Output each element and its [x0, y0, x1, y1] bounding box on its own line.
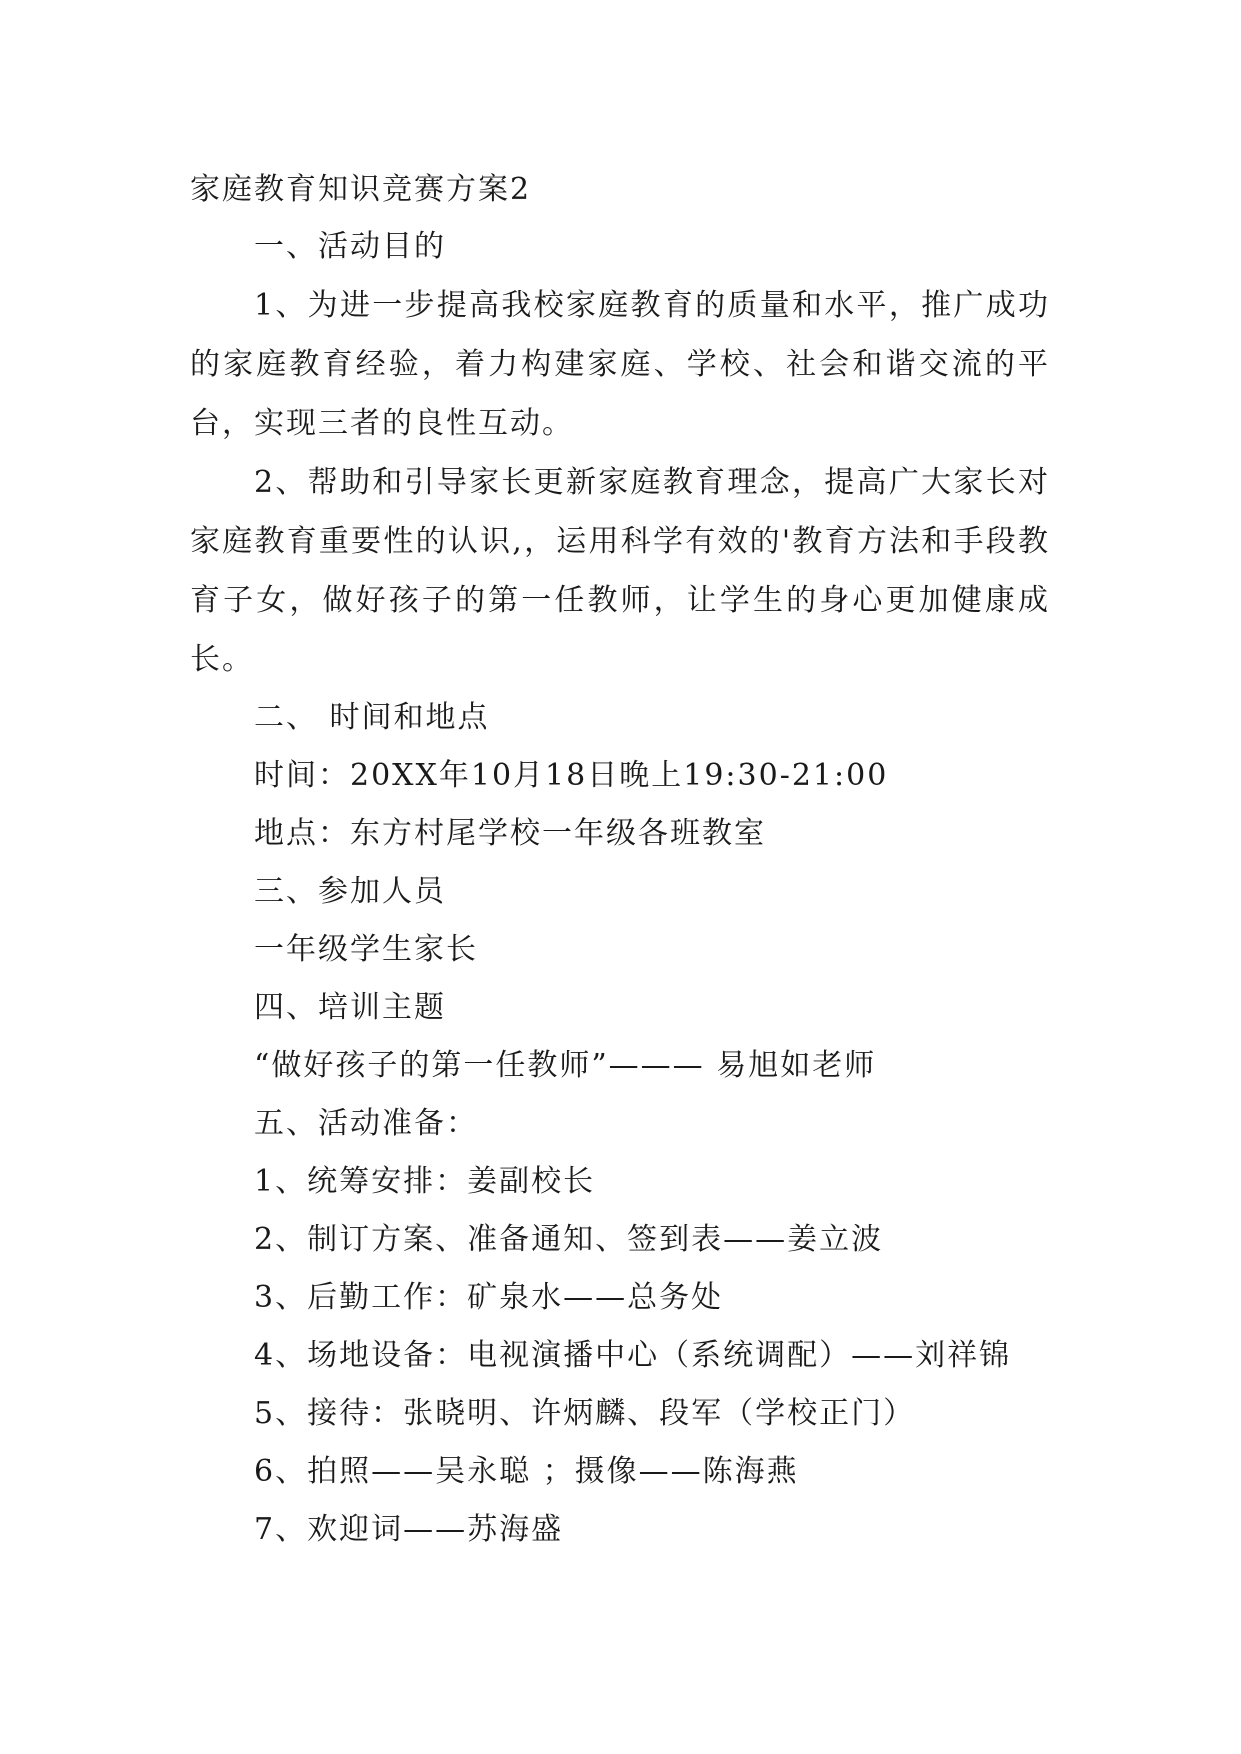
prep-item: 2、制订方案、准备通知、签到表——姜立波 — [254, 1222, 884, 1257]
place-line: 地点：东方村尾学校一年级各班教室 — [254, 816, 766, 851]
prep-item: 6、拍照——吴永聪 ；摄像——陈海燕 — [254, 1454, 799, 1489]
prep-item: 3、后勤工作：矿泉水——总务处 — [254, 1280, 724, 1315]
section-heading-time-place: 二、 时间和地点 — [254, 700, 490, 735]
prep-item: 1、统筹安排：姜副校长 — [254, 1164, 596, 1199]
prep-item: 7、欢迎词——苏海盛 — [254, 1512, 564, 1547]
theme-line: “做好孩子的第一任教师”——— 易旭如老师 — [254, 1048, 877, 1083]
participants-line: 一年级学生家长 — [254, 932, 478, 967]
section-heading-purpose: 一、活动目的 — [254, 229, 446, 264]
time-line: 时间：20XX年10月18日晚上19:30-21:00 — [254, 758, 889, 793]
prep-item: 4、场地设备：电视演播中心（系统调配）——刘祥锦 — [254, 1338, 1012, 1373]
prep-item: 5、接待：张晓明、许炳麟、段军（学校正门） — [254, 1396, 916, 1431]
document-body — [190, 162, 1050, 1559]
section-heading-preparation: 五、活动准备： — [254, 1106, 478, 1141]
purpose-paragraph-1: 1、为进一步提高我校家庭教育的质量和水平，推广成功的家庭教育经验，着力构建家庭、学校、社会和谐交流的平台，实现三者的良性互动。 — [190, 288, 1050, 441]
section-heading-theme: 四、培训主题 — [254, 990, 446, 1025]
document-title: 家庭教育知识竞赛方案2 — [190, 172, 532, 207]
section-heading-participants: 三、参加人员 — [254, 874, 446, 909]
purpose-paragraph-2: 2、帮助和引导家长更新家庭教育理念，提高广大家长对家庭教育重要性的认识,，运用科学有效的'教育方法和手段教育子女，做好孩子的第一任教师，让学生的身心更加健康成长。 — [190, 465, 1050, 677]
